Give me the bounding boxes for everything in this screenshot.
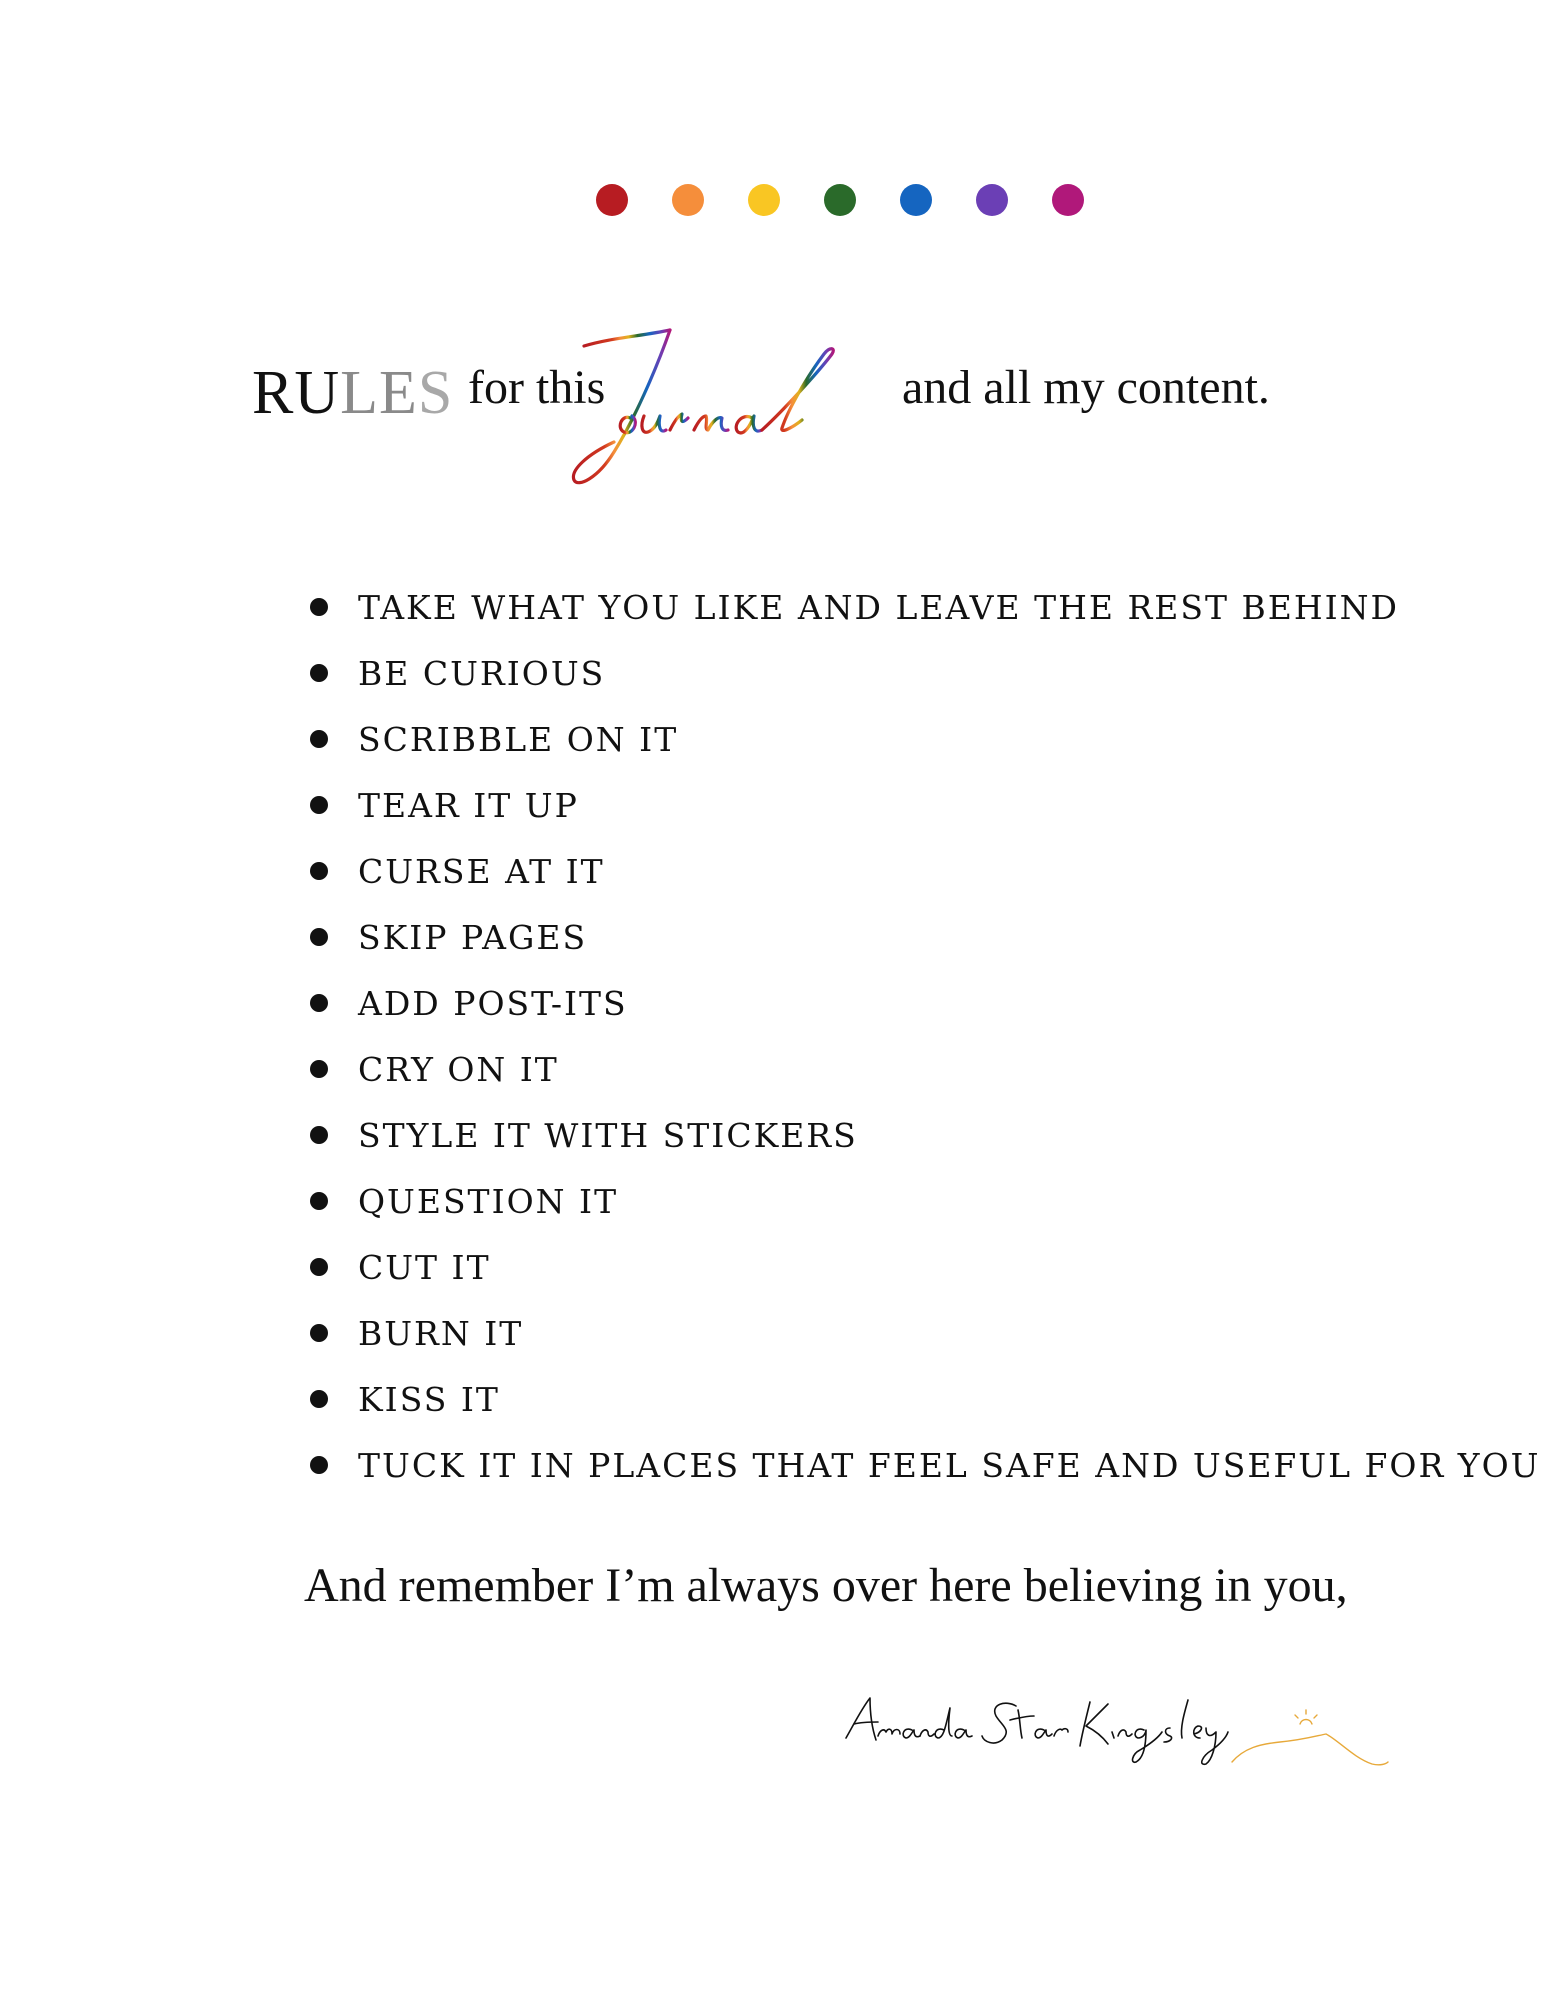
rule-item xyxy=(310,1366,1540,1432)
signature xyxy=(840,1688,1340,1778)
rule-item xyxy=(310,1102,1540,1168)
rule-text: ADD POST-ITS xyxy=(358,983,628,1023)
title-heading xyxy=(252,330,1352,500)
rule-item xyxy=(310,970,1540,1036)
title-and-all: and all my content. xyxy=(902,361,1270,414)
journal-script-word xyxy=(570,330,870,500)
bullet-icon xyxy=(310,664,328,682)
rule-text: STYLE IT WITH STICKERS xyxy=(358,1115,858,1155)
rule-item xyxy=(310,772,1540,838)
bullet-icon xyxy=(310,1324,328,1342)
rule-item xyxy=(310,1168,1540,1234)
rule-item xyxy=(310,1036,1540,1102)
rules-list xyxy=(310,574,1540,1498)
bullet-icon xyxy=(310,1126,328,1144)
rule-text: BURN IT xyxy=(358,1313,524,1353)
color-dot xyxy=(824,184,856,216)
rule-text: BE CURIOUS xyxy=(358,653,606,693)
color-dot xyxy=(976,184,1008,216)
bullet-icon xyxy=(310,862,328,880)
rule-item xyxy=(310,904,1540,970)
rule-item xyxy=(310,1234,1540,1300)
rule-text: CUT IT xyxy=(358,1247,491,1287)
rule-item xyxy=(310,1300,1540,1366)
rule-text: TEAR IT UP xyxy=(358,785,579,825)
bullet-icon xyxy=(310,796,328,814)
rule-text: SKIP PAGES xyxy=(358,917,588,957)
color-dot xyxy=(672,184,704,216)
rainbow-dots xyxy=(596,184,1084,216)
rule-item xyxy=(310,838,1540,904)
rule-text: CRY ON IT xyxy=(358,1049,559,1089)
rules-letter: L xyxy=(340,359,380,427)
closing-line: And remember I’m always over here believing in you, xyxy=(304,1559,1348,1612)
color-dot xyxy=(900,184,932,216)
bullet-icon xyxy=(310,1192,328,1210)
bullet-icon xyxy=(310,1258,328,1276)
title-for-this: for this xyxy=(468,361,606,414)
rule-text: SCRIBBLE ON IT xyxy=(358,719,679,759)
bullet-icon xyxy=(310,1456,328,1474)
rule-text: KISS IT xyxy=(358,1379,500,1419)
bullet-icon xyxy=(310,598,328,616)
bullet-icon xyxy=(310,928,328,946)
rule-item xyxy=(310,640,1540,706)
rule-item xyxy=(310,706,1540,772)
rules-word xyxy=(252,358,453,429)
bullet-icon xyxy=(310,1060,328,1078)
color-dot xyxy=(748,184,780,216)
rules-letter: U xyxy=(294,359,341,427)
bullet-icon xyxy=(310,1390,328,1408)
bullet-icon xyxy=(310,730,328,748)
rule-text: TUCK IT IN PLACES THAT FEEL SAFE AND USEFUL FOR YOU xyxy=(358,1445,1541,1485)
rules-letter: S xyxy=(417,359,454,427)
rule-text: TAKE WHAT YOU LIKE AND LEAVE THE REST BEHIND xyxy=(358,587,1399,627)
rule-item xyxy=(310,574,1540,640)
rules-letter: R xyxy=(252,359,295,427)
bullet-icon xyxy=(310,994,328,1012)
color-dot xyxy=(596,184,628,216)
rule-text: QUESTION IT xyxy=(358,1181,619,1221)
rules-letter: E xyxy=(379,359,418,427)
rule-item xyxy=(310,1432,1540,1498)
rule-text: CURSE AT IT xyxy=(358,851,605,891)
color-dot xyxy=(1052,184,1084,216)
signature-graphic xyxy=(840,1688,1340,1778)
sunrise-mountain-icon xyxy=(1232,1710,1388,1765)
